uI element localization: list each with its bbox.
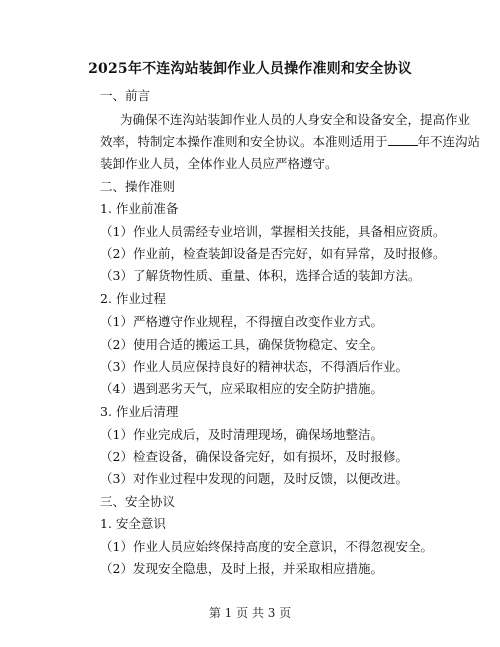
blank-underline xyxy=(388,133,418,146)
cleanup-item-1: （1）作业完成后，及时清理现场，确保场地整洁。 xyxy=(100,427,383,442)
intro-line-3: 装卸作业人员，全体作业人员应严格遵守。 xyxy=(100,156,338,171)
cleanup-item-2: （2）检查设备，确保设备完好，如有损坏，及时报修。 xyxy=(100,449,408,464)
process-item-1: （1）严格遵守作业规程，不得擅自改变作业方式。 xyxy=(100,314,383,329)
process-item-3: （3）作业人员应保持良好的精神状态，不得酒后作业。 xyxy=(100,359,408,374)
prep-item-1: （1）作业人员需经专业培训，掌握相关技能，具备相应资质。 xyxy=(100,224,446,239)
subsection-heading-prep: 1. 作业前准备 xyxy=(100,201,179,216)
intro-line-2-tail: 年不连沟站 xyxy=(417,134,481,149)
process-item-2: （2）使用合适的搬运工具，确保货物稳定、安全。 xyxy=(100,337,383,352)
section-heading-intro: 一、前言 xyxy=(100,88,151,103)
intro-line-1: 为确保不连沟站装卸作业人员的人身安全和设备安全，提高作业 xyxy=(120,112,471,127)
awareness-item-2: （2）发现安全隐患，及时上报，并采取相应措施。 xyxy=(100,561,383,576)
subsection-heading-process: 2. 作业过程 xyxy=(100,291,166,306)
section-heading-rules: 二、操作准则 xyxy=(100,179,176,194)
section-heading-safety: 三、安全协议 xyxy=(100,494,176,509)
document-title: 2025年不连沟站装卸作业人员操作准则和安全协议 xyxy=(88,61,412,77)
cleanup-item-3: （3）对作业过程中发现的问题，及时反馈，以便改进。 xyxy=(100,471,408,486)
prep-item-3: （3）了解货物性质、重量、体积，选择合适的装卸方法。 xyxy=(100,268,421,283)
subsection-heading-awareness: 1. 安全意识 xyxy=(100,516,166,531)
page-footer: 第 1 页 共 3 页 xyxy=(208,606,292,620)
prep-item-2: （2）作业前，检查装卸设备是否完好，如有异常，及时报修。 xyxy=(100,246,446,261)
process-item-4: （4）遇到恶劣天气，应采取相应的安全防护措施。 xyxy=(100,381,383,396)
awareness-item-1: （1）作业人员应始终保持高度的安全意识，不得忽视安全。 xyxy=(100,539,433,554)
subsection-heading-cleanup: 3. 作业后清理 xyxy=(100,404,179,419)
intro-line-2 xyxy=(100,133,480,151)
intro-line-2-text: 效率，特制定本操作准则和安全协议。本准则适用于 xyxy=(100,134,388,149)
